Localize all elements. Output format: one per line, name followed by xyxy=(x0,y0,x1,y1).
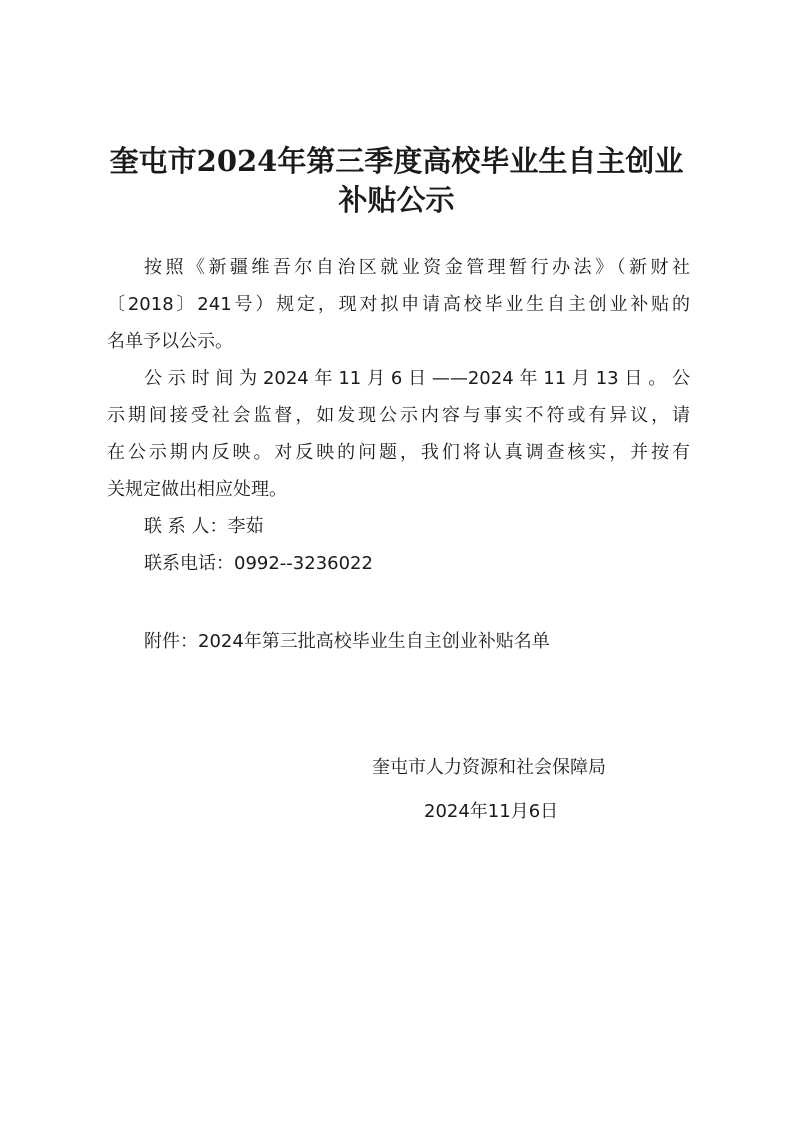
document-title-line-1: 奎屯市2024年第三季度高校毕业生自主创业 xyxy=(109,144,684,178)
issuer-name: 奎屯市人力资源和社会保障局 xyxy=(372,757,606,778)
paragraph-1-line-3: 名单予以公示。 xyxy=(107,331,233,352)
document-title-line-2: 补贴公示 xyxy=(338,183,455,217)
contact-phone: 联系电话：0992--3236022 xyxy=(144,553,373,574)
paragraph-2-line-4: 关规定做出相应处理。 xyxy=(107,479,287,500)
issue-date: 2024年11月6日 xyxy=(424,801,559,822)
paragraph-2-line-1: 公示时间为2024年11月6日——2024年11月13日。公 xyxy=(144,368,690,389)
paragraph-2-line-2: 示期间接受社会监督，如发现公示内容与事实不符或有异议，请 xyxy=(107,405,690,426)
paragraph-2-line-3: 在公示期内反映。对反映的问题，我们将认真调查核实，并按有 xyxy=(107,442,690,463)
attachment-note: 附件：2024年第三批高校毕业生自主创业补贴名单 xyxy=(144,631,550,652)
contact-person: 联 系 人：李茹 xyxy=(144,516,264,537)
paragraph-1-line-2: 〔2018〕241号）规定，现对拟申请高校毕业生自主创业补贴的 xyxy=(107,294,690,315)
paragraph-1-line-1: 按照《新疆维吾尔自治区就业资金管理暂行办法》（新财社 xyxy=(144,257,690,278)
